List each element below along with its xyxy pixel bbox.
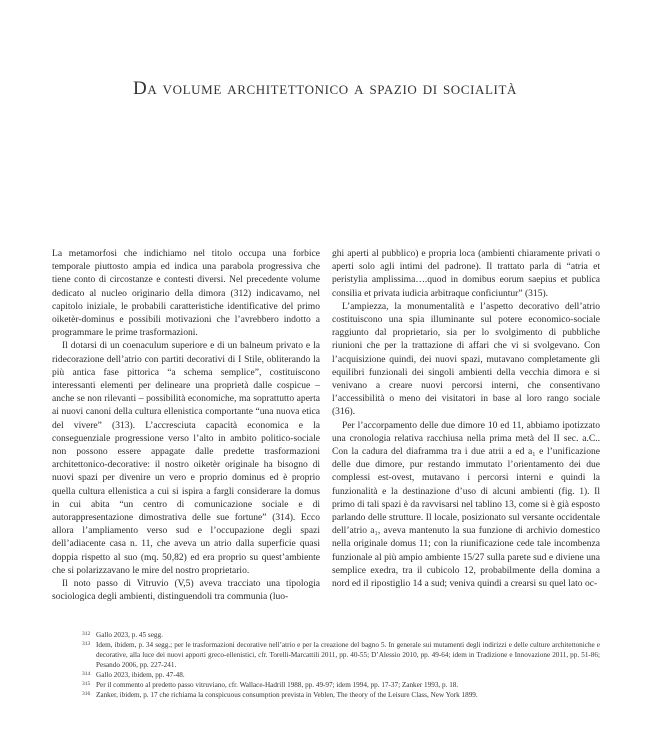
paragraph: Per l’accorpamento delle due dimore 10 ed 11, abbiamo ipotizzato una cronologia relativa racchiusa nella prima metà del II sec. a.C.. Con la cadura del diaframma tra i due atrii a ed a₁ e l’unificazione delle due dimore, pur restando immutato l’orientamento dei due complessi est-ovest, mutavano i percorsi interni e quindi la funzionalità e la destinazione d’uso di alcuni ambienti (fig. 1). Il primo di tali spazi è da ravvisarsi nel tablino 13, come si è già esposto parlando delle strutture. Il locale, posizionato sul versante occidentale dell’atrio a₁, aveva mantenuto la sua funzione di archivio domestico nella originale domus 11; con la riunificazione cede tale incombenza funzionale al più ampio ambiente 15/27 sulla parete sud e diviene una semplice exedra, tra il cubicolo 12, probabilmente della domina a nord ed il ripostiglio 14 a sud; veniva quindi a crearsi su quel lato oc-: [332, 419, 600, 590]
paragraph: L’ampiezza, la monumentalità e l’aspetto decorativo dell’atrio costituiscono una spia illuminante sul potere economico-sociale raggiunto dal proprietario, sia per lo svolgimento di pubbliche riunioni che per la trattazione di affari che vi si svolgevano. Con l’acquisizione quindi, dei nuovi spazi, mutavano completamente gli equilibri funzionali dei singoli ambienti della vecchia dimora e si venivano a creare nuovi percorsi interni, che consentivano l’accessibilità o meno dei visitatori in base al loro rango sociale (316).: [332, 300, 600, 418]
footnote-number: 315: [82, 681, 91, 687]
footnote-number: 314: [82, 671, 91, 677]
footnote: [82, 640, 600, 670]
footnote-number: 313: [82, 641, 91, 647]
footnote-text: Zanker, ibidem, p. 17 che richiama la conspicuous consumption prevista in Veblen, The theory of the Leisure Class, New York 1899.: [96, 691, 478, 699]
footnote-number: 316: [82, 691, 91, 697]
footnote: [82, 630, 600, 640]
footnote: [82, 680, 600, 690]
paragraph: Il dotarsi di un coenaculum superiore e di un balneum privato e la ridecorazione dell’atrio con partiti decorativi di I Stile, obliterando la più antica fase pittorica “a schema semplice”, costituiscono interessanti elementi per delineare una proprietà dalle cospicue – anche se non rilevanti – possibilità economiche, ma soprattutto aperta ai nuovi canoni della cultura ellenistica comportante “una nuova etica del vivere” (313). L’accresciuta capacità economica e la conseguenziale progressione verso l’alto in ambito politico-sociale non possono essere appagate dalle predette trasformazioni architettonico-decorative: il nostro oiketèr originale ha bisogno di nuovi spazi per divenire un vero e proprio dominus ed è proprio quella cultura ellenistica a cui si ispira a fargli considerare la domus in cui abita “un centro di comunicazione sociale e di autorappresentazione dimostrativa delle sue fortune” (314). Ecco allora l’ampliamento verso sud e l’occupazione degli spazi dell’adiacente casa n. 11, che aveva un atrio dalla superficie quasi doppia rispetto al suo (mq. 50,82) ed era proprio su quest’ambiente che si polarizzavano le mire del nostro proprietario.: [52, 340, 320, 576]
paragraph: Il noto passo di Vitruvio (V,5) aveva tracciato una tipologia sociologica degli ambienti, distinguendoli tra communia (luo-: [52, 578, 320, 603]
footnote-text: Gallo 2023, p. 45 segg.: [96, 631, 163, 639]
footnote-text: Gallo 2023, ibidem, pp. 47-48.: [96, 671, 185, 679]
paragraph: ghi aperti al pubblico) e propria loca (ambienti chiaramente privati o aperti solo agli intimi del padrone). Il trattato parla di “atria et peristylia amplissima….quod in domibus eorum saepius et publica consilia et privata iudicia arbitraque conficiuntur” (315).: [332, 248, 600, 299]
footnote-text: Per il commento al predetto passo vitruviano, cfr. Wallace-Hadrill 1988, pp. 49-97; idem 1994, pp. 17-37; Zanker 1993, p. 18.: [96, 681, 459, 689]
footnote-number: 312: [82, 631, 91, 637]
footnote-text: Idem, ibidem, p. 34 segg.; per le trasformazioni decorative nell’atrio e per la creazione del bagno 5. In generale sui mutamenti degli indirizzi e delle culture architettoniche e decorative, alla luce dei nuovi apporti greco-ellenistici, cfr. Torelli-Marcattili 2011, pp. 40-55; D’Alessio 2010, pp. 49-64; idem in Tradizione e Innovazione 2011, pp. 51-86; Pesando 2006, pp. 227-241.: [96, 641, 600, 669]
footnote: [82, 690, 600, 700]
footnotes: [82, 630, 600, 700]
left-column: [52, 247, 320, 603]
right-column: [332, 247, 600, 590]
paragraph: La metamorfosi che indichiamo nel titolo occupa una forbice temporale piuttosto ampia ed indica una parabola progressiva che tiene conto di circostanze e contesti diversi. Nel precedente volume dedicato al nucleo originario della dimora (312) indicavamo, nel capitolo iniziale, le probabili caratteristiche identificative del primo oiketèr-dominus e possibili motivazioni che l’avrebbero indotto a programmare le prime trasformazioni.: [52, 248, 320, 339]
footnote: [82, 670, 600, 680]
chapter-title: Da volume architettonico a spazio di socialità: [133, 78, 517, 99]
